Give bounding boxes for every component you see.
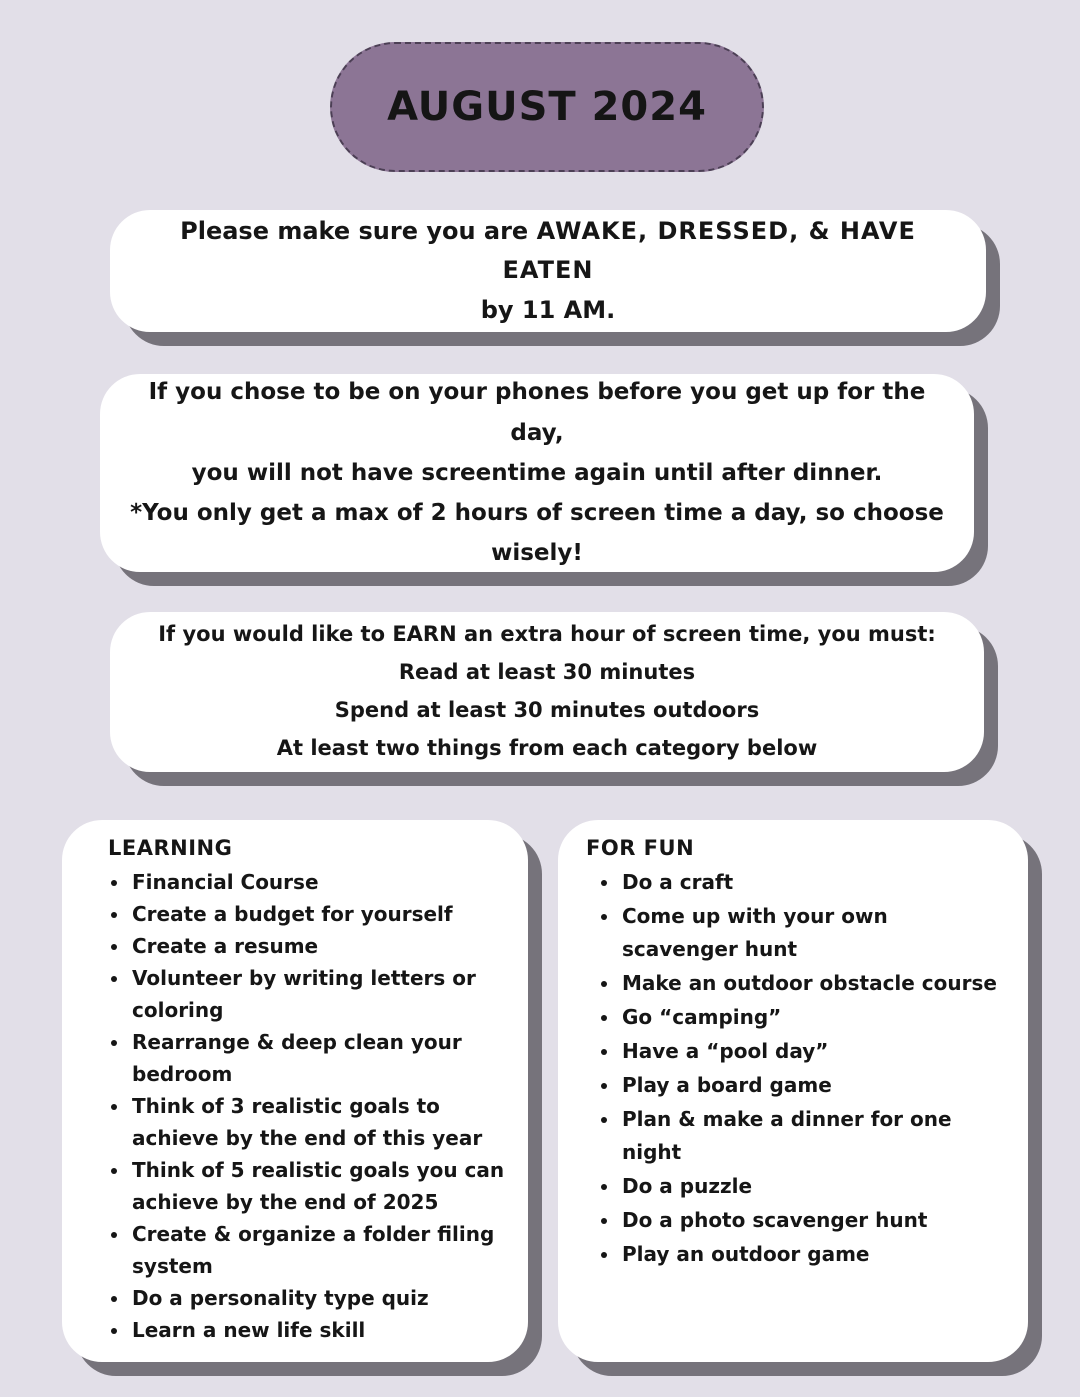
wake-rule-prefix: Please make sure you are	[180, 216, 537, 245]
phone-rule-card	[100, 374, 974, 572]
list-item: • Rearrange & deep clean your bedroom	[130, 1026, 508, 1090]
earn-intro-prefix: If you would like to	[158, 622, 393, 647]
phone-rule-line: wisely!	[491, 540, 583, 567]
list-item: • Do a photo scavenger hunt	[620, 1204, 1008, 1237]
list-item: • Learn a new life skill	[130, 1314, 508, 1346]
learning-list	[108, 866, 508, 1346]
list-item: • Think of 5 realistic goals you can achieve by the end of 2025	[130, 1154, 508, 1218]
phone-rule-line: If you chose to be on your phones before you get up for the day,	[148, 379, 926, 446]
for-fun-card	[558, 820, 1028, 1362]
list-item: • Plan & make a dinner for one night	[620, 1103, 1008, 1169]
learning-card	[62, 820, 528, 1362]
wake-rule-line-2: by 11 AM.	[480, 295, 616, 324]
list-item: • Financial Course	[130, 866, 508, 898]
list-item: • Think of 3 realistic goals to achieve by the end of this year	[130, 1090, 508, 1154]
earn-intro-suffix: an extra hour of screen time, you must:	[456, 622, 936, 647]
list-item: • Play an outdoor game	[620, 1238, 1008, 1271]
phone-rule-line: you will not have screentime again until after dinner.	[191, 459, 883, 486]
list-item: • Play a board game	[620, 1069, 1008, 1102]
earn-emphasis: EARN	[392, 622, 457, 647]
earn-screen-time-card	[110, 612, 984, 772]
earn-intro-line	[158, 616, 936, 654]
phone-rule-line: *You only get a max of 2 hours of screen time a day, so choose	[130, 500, 944, 527]
list-item: • Do a craft	[620, 866, 1008, 899]
list-item: • Create a budget for yourself	[130, 898, 508, 930]
list-item: • Volunteer by writing letters or coloring	[130, 962, 508, 1026]
title-banner	[330, 42, 764, 172]
wake-rule-emphasis: AWAKE, DRESSED, & HAVE EATEN	[502, 216, 916, 285]
for-fun-list	[586, 866, 1008, 1271]
list-item: • Create & organize a folder filing system	[130, 1218, 508, 1282]
wake-rule-card	[110, 210, 986, 332]
earn-requirement: Read at least 30 minutes	[398, 660, 696, 685]
page-title: AUGUST 2024	[387, 84, 707, 130]
list-item: • Do a personality type quiz	[130, 1282, 508, 1314]
list-item: • Have a “pool day”	[620, 1035, 1008, 1068]
wake-rule-line-1	[130, 212, 966, 291]
list-item: • Come up with your own scavenger hunt	[620, 900, 1008, 966]
list-item: • Create a resume	[130, 930, 508, 962]
for-fun-heading: FOR FUN	[586, 836, 695, 860]
learning-heading: LEARNING	[108, 836, 233, 860]
list-item: • Go “camping”	[620, 1001, 1008, 1034]
list-item: • Do a puzzle	[620, 1170, 1008, 1203]
earn-requirement: At least two things from each category below	[276, 735, 818, 760]
earn-requirement: Spend at least 30 minutes outdoors	[334, 698, 760, 722]
list-item: • Make an outdoor obstacle course	[620, 967, 1008, 1000]
